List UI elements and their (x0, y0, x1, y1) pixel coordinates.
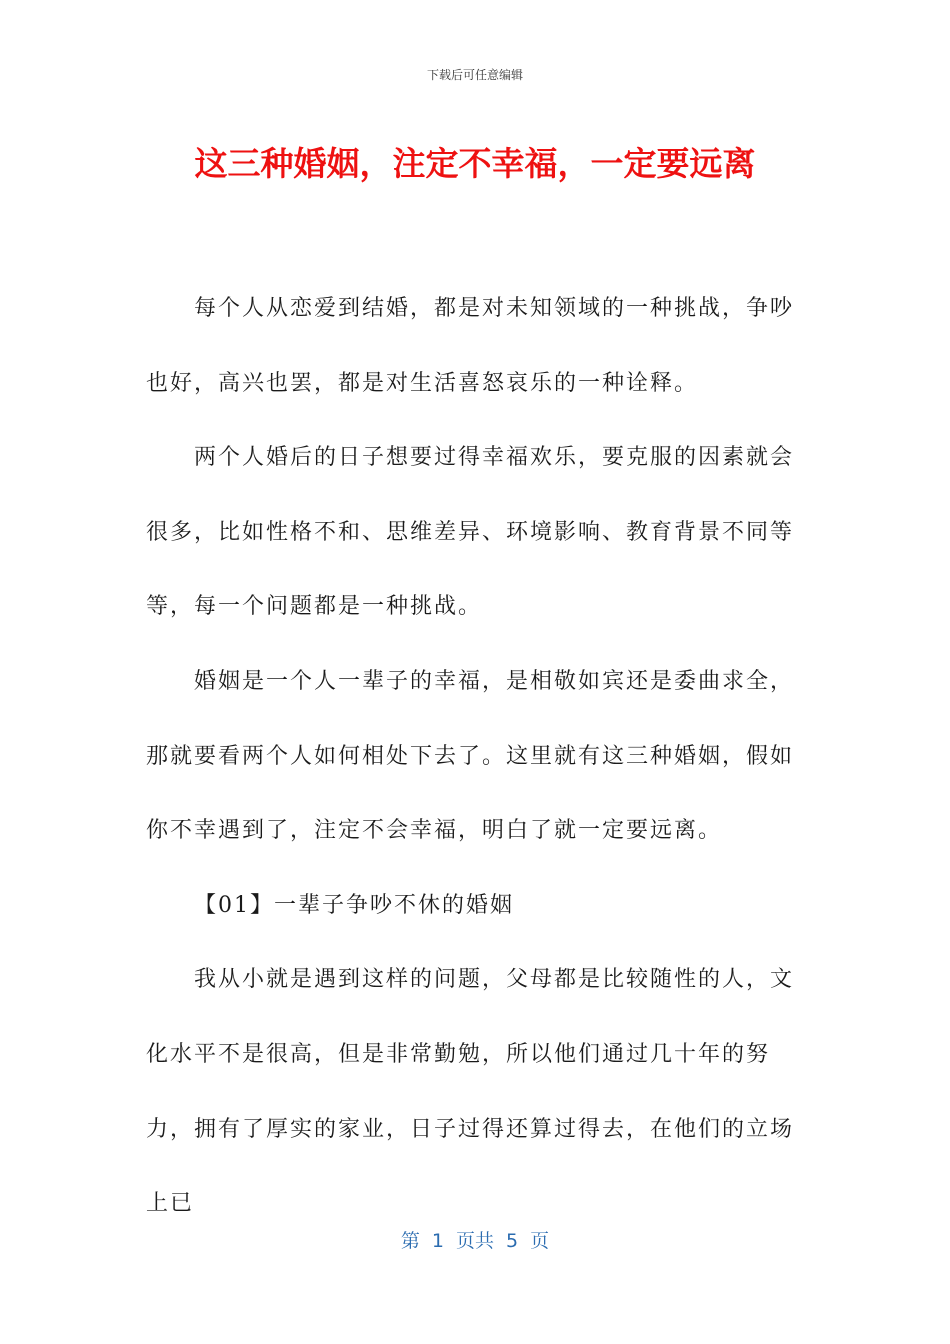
paragraph: 婚姻是一个人一辈子的幸福，是相敬如宾还是委曲求全，那就要看两个人如何相处下去了。这里就有这三种婚姻，假如你不幸遇到了，注定不会幸福，明白了就一定要远离。 (146, 668, 795, 844)
page-footer (0, 1226, 950, 1253)
current-page-number: 1 (431, 1230, 444, 1252)
page-label-suffix: 页 (530, 1230, 550, 1252)
paragraph: 每个人从恋爱到结婚，都是对未知领域的一种挑战，争吵也好，高兴也罢，都是对生活喜怒哀乐的一种诠释。 (146, 296, 795, 396)
document-body (146, 272, 806, 1242)
page-label-prefix: 第 (400, 1230, 420, 1252)
paragraph: 两个人婚后的日子想要过得幸福欢乐，要克服的因素就会很多，比如性格不和、思维差异、环境影响、教育背景不同等等，每一个问题都是一种挑战。 (146, 445, 795, 620)
section-heading: 【01】一辈子争吵不休的婚姻 (194, 892, 514, 918)
document-title: 这三种婚姻，注定不幸福，一定要远离 (194, 144, 756, 183)
paragraph: 我从小就是遇到这样的问题，父母都是比较随性的人，文化水平不是很高，但是非常勤勉，所以他们通过几十年的努力，拥有了厚实的家业，日子过得还算过得去，在他们的立场上已 (146, 967, 795, 1217)
page-label-mid: 页共 (455, 1230, 494, 1252)
total-pages-number: 5 (506, 1230, 519, 1252)
header-note: 下载后可任意编辑 (426, 68, 523, 82)
